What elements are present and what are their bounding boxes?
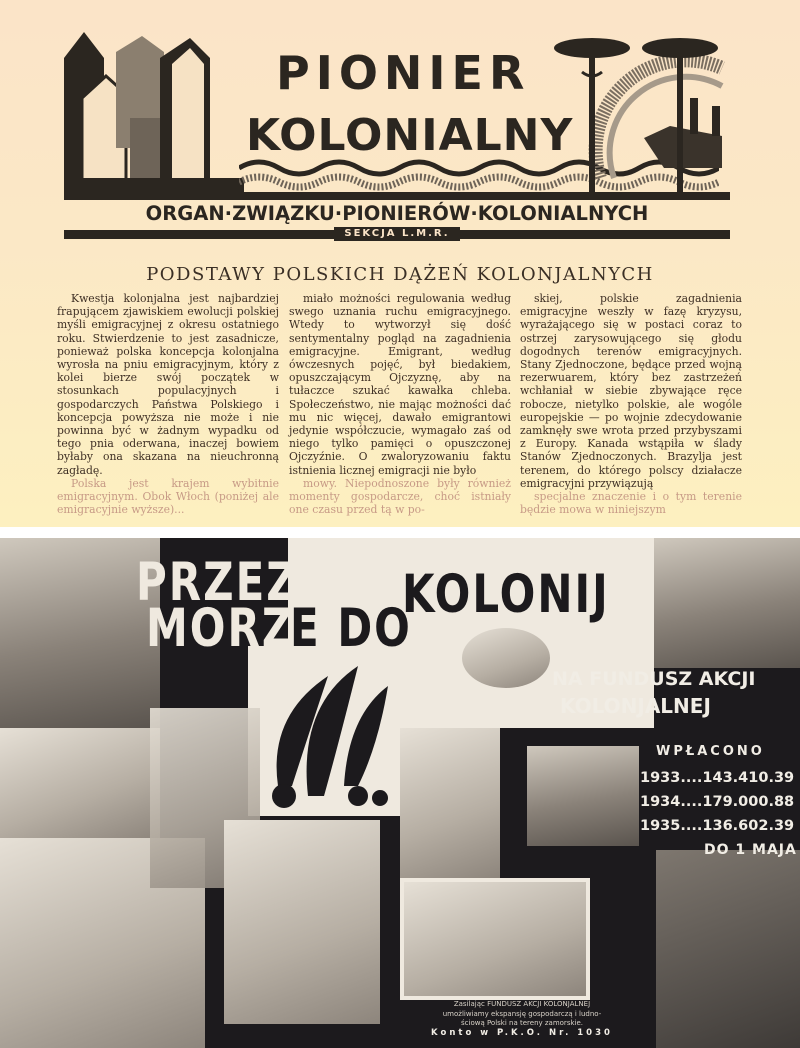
fund-year: 1933 xyxy=(640,770,681,786)
sailing-ship-photo xyxy=(400,878,590,1000)
palm-photo xyxy=(400,728,500,878)
fund-row: 1933....143.410.39 xyxy=(640,770,795,786)
headline-przez: PRZEZ xyxy=(136,551,299,613)
caption-line: ściową Polski na tereny zamorskie. xyxy=(461,1019,583,1028)
village-photo xyxy=(527,746,639,846)
headline-morz: MORZ xyxy=(146,597,295,659)
paid-label: WPŁACONO xyxy=(656,744,765,759)
column-text-faded: specjalne znaczenie i o tym terenie będzie mowa w niniejszym xyxy=(520,490,742,517)
column-text: Kwestja kolonjalna jest najbardziej frapującem zjawiskiem ewolucji polskiej myśli emigracyjnej z okresu ostatniego roku. Stwierdzenie to jest zasadnicze, ponieważ polska koncepcja kolonjalna wyrosła na pniu emigracyjnym, który z kolei bierze swój początek w stosunkach populacyjnych i gospodarczych Państwa Polskiego i koncepcja powyższa nie może i nie powinna być w żadnym wypadku od tego pnia oderwana, inaczej bowiem byłaby ona skazana na nieuchronną zagładę. xyxy=(57,292,279,477)
masthead-title-line1: PIONIER xyxy=(276,46,531,100)
leaves-illustration xyxy=(248,646,400,816)
fund-amount: 136.602.39 xyxy=(702,818,795,834)
headline-kolonij: KOLONIJ xyxy=(402,563,610,625)
fund-footnote: DO 1 MAJA xyxy=(704,842,797,858)
caption-line: umożliwiamy ekspansję gospodarczą i ludno- xyxy=(442,1009,602,1018)
bank-account: Konto w P.K.O. Nr. 1030 xyxy=(431,1027,613,1038)
jungle-photo xyxy=(656,850,800,1048)
fund-title-line2: KOLONJALNEJ xyxy=(560,694,711,718)
column-text-faded: mowy. Niepodnoszone były również momenty gospodarcze, choć istniały one czasu przed tą w po- xyxy=(289,476,511,517)
fund-row: 1934....179.000.88 xyxy=(640,794,795,810)
column-text: miało możności regulowania według swego uznania ruchu emigracyjnego. Wtedy to wytworzył się dość sentymentalny pogląd na zagadnienia emigracyjne. Emigrant, według ówczesnych pojęć, był biedakiem, opuszczającym Ojczyznę, aby na tułaczce szukać kawałka chleba. Społeczeństwo, nie mając możności dać mu nic więcej, dawało emigrantowi jedynie współczucie, wymagało zaś od niego tylko pamięci o opuszczonej Ojczyźnie. O zwaloryzowaniu faktu istnienia licznej emigracji nie było xyxy=(289,292,511,477)
leaves-panel xyxy=(248,646,400,816)
ship-photo xyxy=(654,538,800,668)
masthead-subtitle: ORGAN·ZWIĄZKU·PIONIERÓW·KOLONIALNYCH xyxy=(145,202,649,225)
sombrero-hat xyxy=(462,628,550,688)
masthead-rule xyxy=(64,192,730,200)
column-text-faded: Polska jest krajem wybitnie emigracyjnym. Obok Włoch (poniżej ale emigracyjnie wyższe)... xyxy=(57,476,279,517)
masthead xyxy=(64,28,730,242)
fund-amount: 179.000.88 xyxy=(702,794,795,810)
article-column-2 xyxy=(289,292,511,516)
article-column-1 xyxy=(57,292,279,516)
araucaria-photo xyxy=(224,820,380,1024)
fund-year: 1935 xyxy=(640,818,681,834)
column-text: skiej, polskie zagadnienia emigracyjne weszły w fazę kryzysu, wyrażającego się w postaci coraz to ostrzej zarysowującego się głodu dogodnych terenów emigracyjnych. Stany Zjednoczone, będące przed wojną rezerwuarem, który bez zastrzeżeń wchłaniał w siebie zbywające ręce robocze, nietylko polskie, ale wogóle europejskie — po wojnie zdecydowanie zamknęły swe wrota przed przybyszami z Europy. Kanada wstąpiła w ślady Stanów Zjednoczonych. Brazylja jest terenem, do którego polscy działacze emigracyjni przywiązują xyxy=(520,292,742,490)
article-headline: PODSTAWY POLSKICH DĄŻEŃ KOLONJALNYCH xyxy=(146,264,654,285)
fund-amount: 143.410.39 xyxy=(702,770,795,786)
headline-e-do: E DO xyxy=(290,597,412,659)
skyscrapers-illustration xyxy=(64,28,244,192)
landscape-photo xyxy=(0,728,160,838)
fund-row: 1935....136.602.39 xyxy=(640,818,795,834)
fund-title-line1: NA FUNDUSZ AKCJI xyxy=(552,668,756,690)
masthead-title-line2: KOLONIALNY xyxy=(246,110,574,161)
palm-trees-ship-illustration xyxy=(552,28,730,194)
fund-year: 1934 xyxy=(640,794,681,810)
article-column-3 xyxy=(520,292,742,516)
fund-caption xyxy=(424,1000,620,1038)
caption-line: Zasilając FUNDUSZ AKCJI KOLONJALNEJ xyxy=(453,1000,591,1008)
section-label: SEKCJA L.M.R. xyxy=(334,227,460,241)
colonial-poster xyxy=(0,538,800,1048)
